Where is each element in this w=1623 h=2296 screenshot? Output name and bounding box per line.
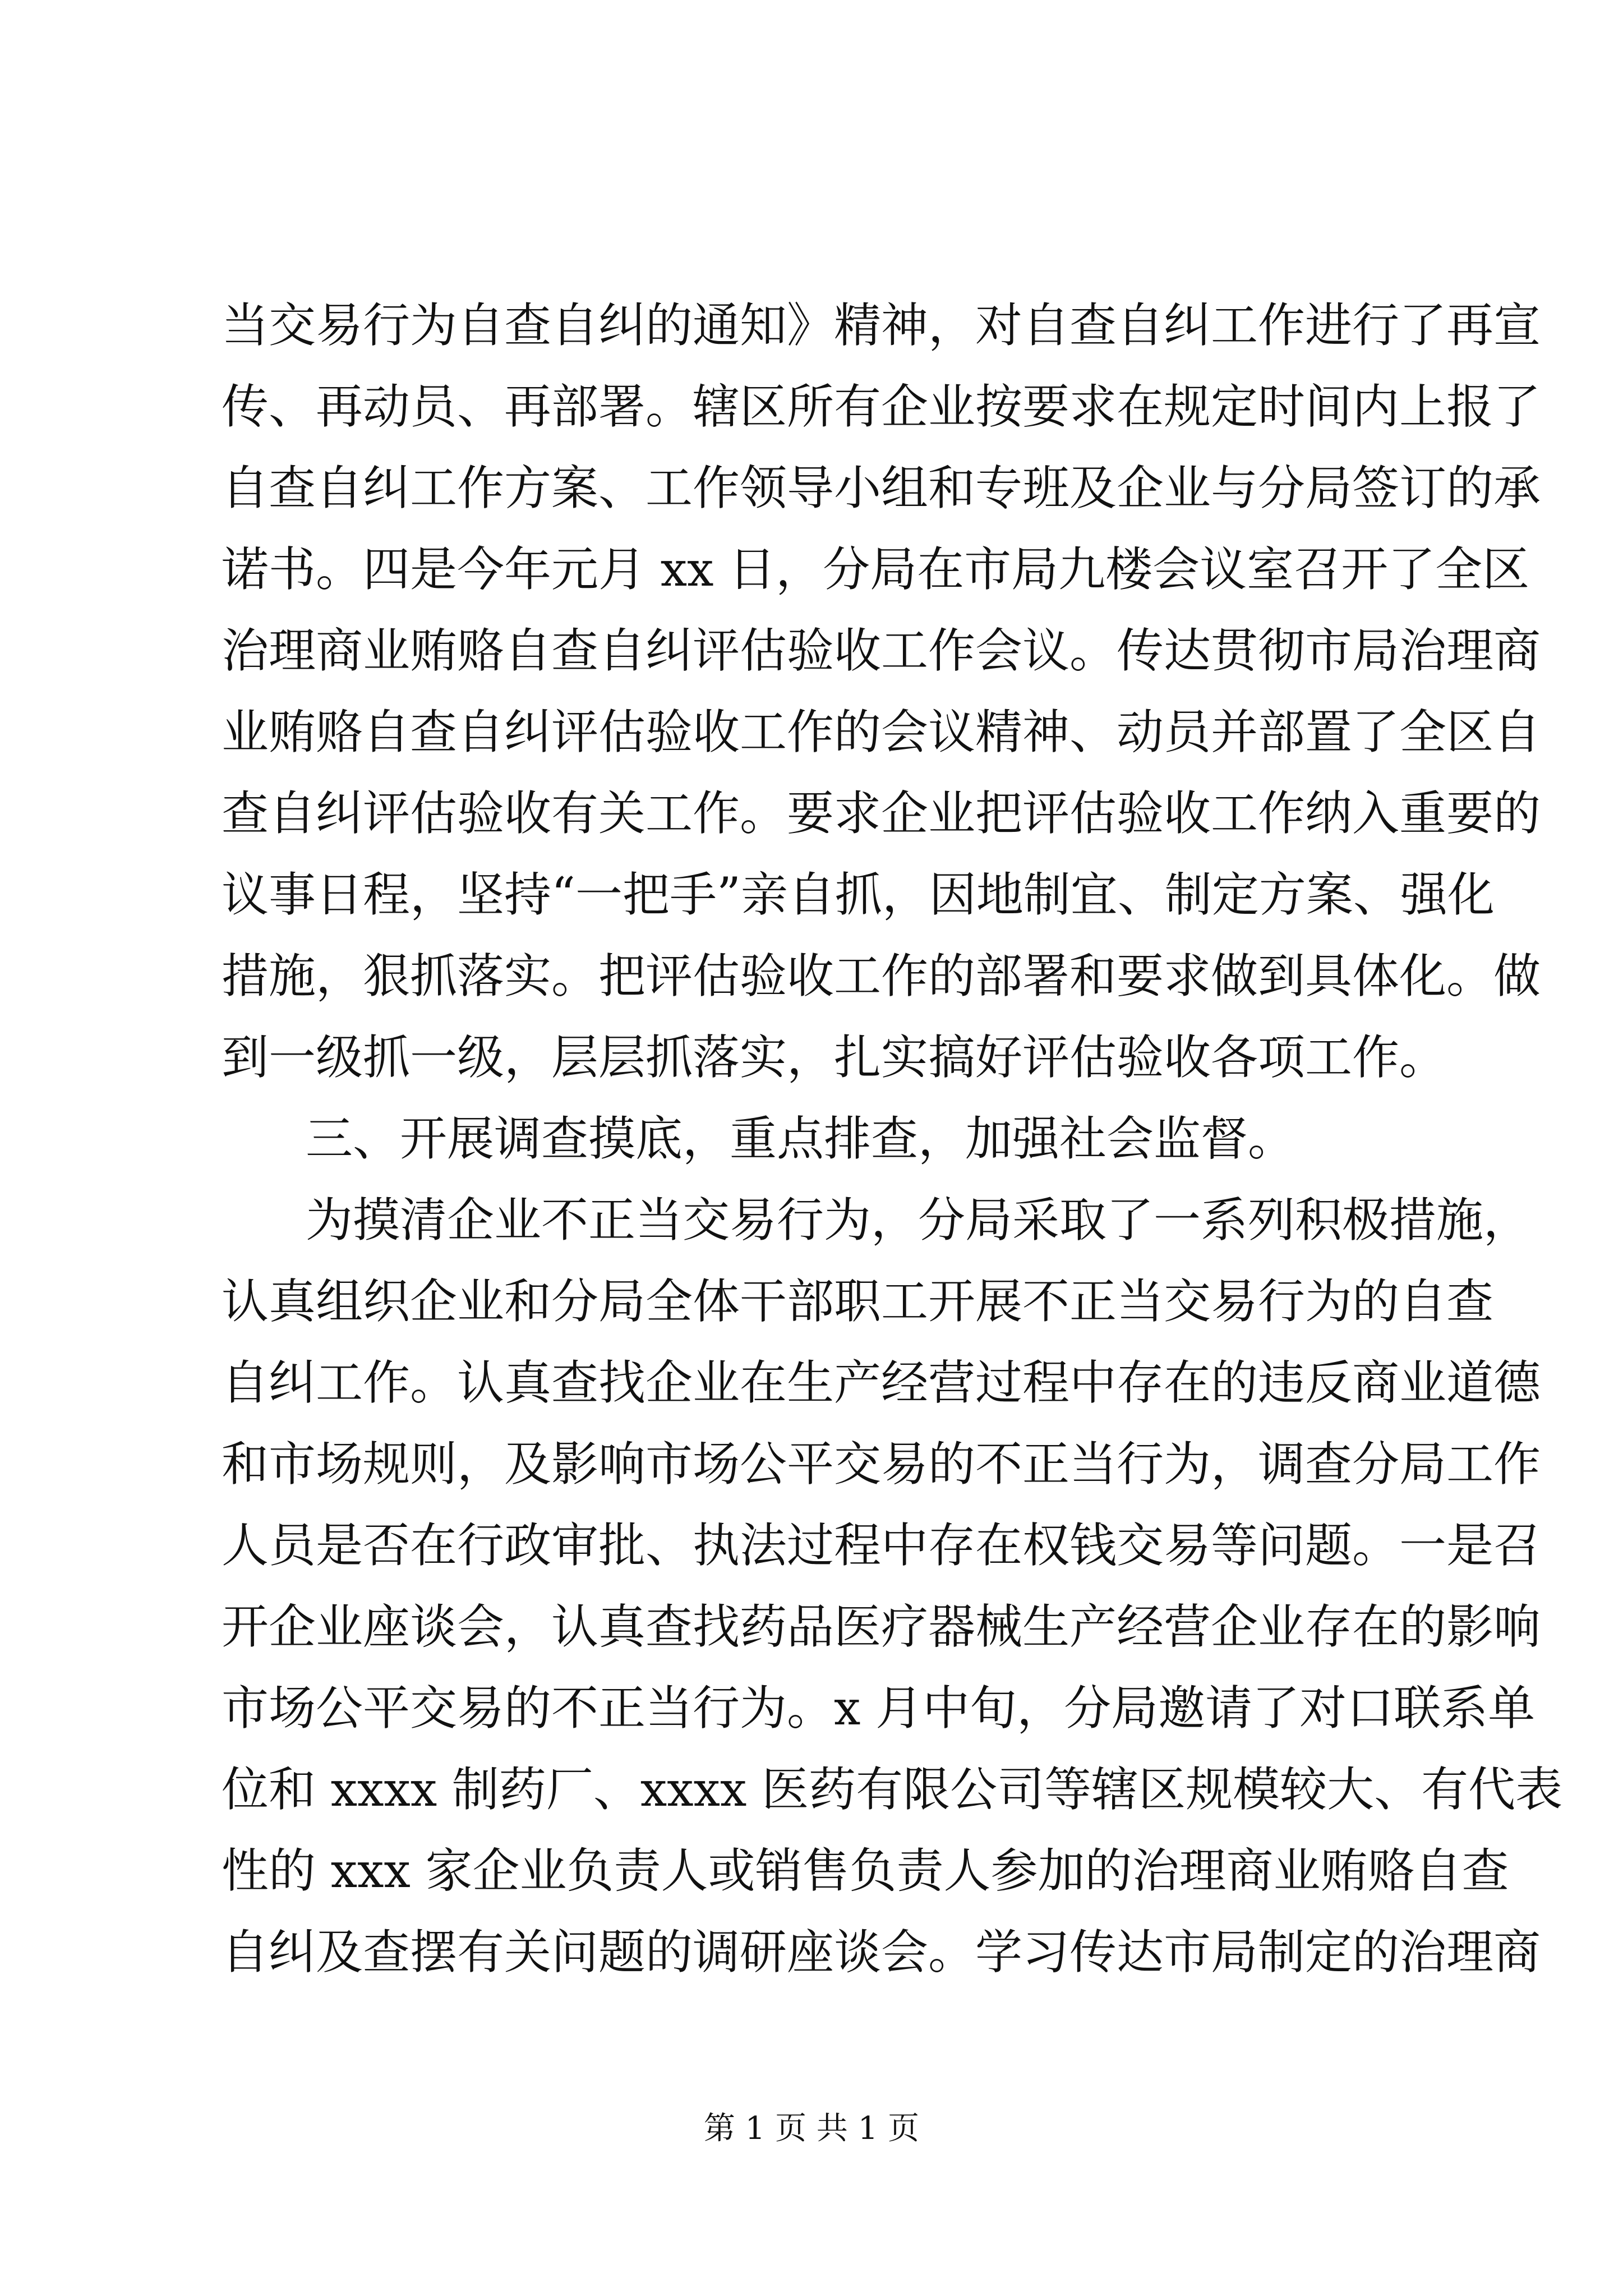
body-text-line: 传、再动员、再部署。辖区所有企业按要求在规定时间内上报了 bbox=[222, 379, 1541, 434]
body-text-line: 为摸清企业不正当交易行为，分局采取了一系列积极措施， bbox=[306, 1193, 1531, 1248]
body-text-line: 诺书。四是今年元月 xx 日，分局在市局九楼会议室召开了全区 bbox=[222, 542, 1530, 597]
body-text-line: 查自纠评估验收有关工作。要求企业把评估验收工作纳入重要的 bbox=[222, 786, 1541, 841]
body-text-line: 措施，狠抓落实。把评估验收工作的部署和要求做到具体化。做 bbox=[222, 949, 1541, 1004]
body-text-line: 到一级抓一级，层层抓落实，扎实搞好评估验收各项工作。 bbox=[222, 1030, 1447, 1085]
body-text-line: 治理商业贿赂自查自纠评估验收工作会议。传达贯彻市局治理商 bbox=[222, 623, 1541, 678]
body-text-line: 认真组织企业和分局全体干部职工开展不正当交易行为的自查 bbox=[222, 1274, 1494, 1329]
body-text-line: 市场公平交易的不正当行为。x 月中旬，分局邀请了对口联系单 bbox=[222, 1681, 1536, 1736]
body-text-line: 自纠及查摆有关问题的调研座谈会。学习传达市局制定的治理商 bbox=[222, 1925, 1541, 1980]
body-text-line: 自查自纠工作方案、工作领导小组和专班及企业与分局签订的承 bbox=[222, 461, 1541, 516]
body-text-line: 自纠工作。认真查找企业在生产经营过程中存在的违反商业道德 bbox=[222, 1355, 1541, 1410]
body-text-line: 业贿赂自查自纠评估验收工作的会议精神、动员并部置了全区自 bbox=[222, 705, 1541, 760]
section-heading: 三、开展调查摸底，重点排查，加强社会监督。 bbox=[306, 1111, 1295, 1166]
body-text-line: 和市场规则，及影响市场公平交易的不正当行为，调查分局工作 bbox=[222, 1437, 1541, 1492]
page-footer: 第 1 页 共 1 页 bbox=[703, 2110, 920, 2147]
body-text-line: 当交易行为自查自纠的通知》精神，对自查自纠工作进行了再宣 bbox=[222, 298, 1541, 353]
body-text-line: 人员是否在行政审批、执法过程中存在权钱交易等问题。一是召 bbox=[222, 1518, 1541, 1573]
body-text-line: 开企业座谈会，认真查找药品医疗器械生产经营企业存在的影响 bbox=[222, 1599, 1541, 1654]
body-text-line: 位和 xxxx 制药厂、xxxx 医药有限公司等辖区规模较大、有代表 bbox=[222, 1762, 1563, 1817]
body-text-line: 性的 xxx 家企业负责人或销售负责人参加的治理商业贿赂自查 bbox=[222, 1843, 1509, 1898]
body-text-line: 议事日程，坚持“一把手”亲自抓，因地制宜、制定方案、强化 bbox=[222, 867, 1495, 922]
